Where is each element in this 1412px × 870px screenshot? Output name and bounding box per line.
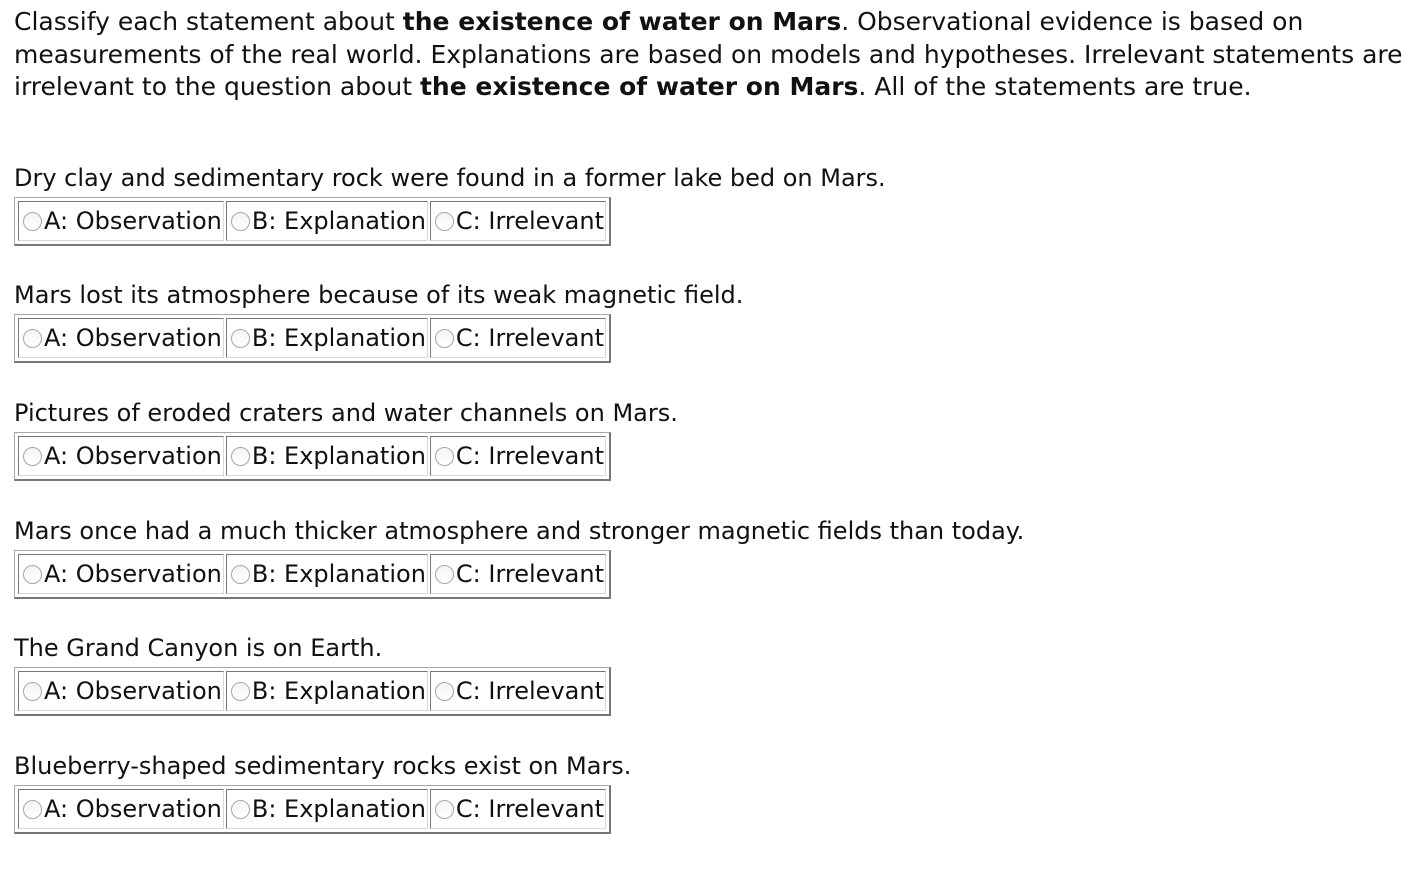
statement-text: Pictures of eroded craters and water channels on Mars.	[14, 399, 678, 427]
choice-group	[14, 197, 611, 246]
instructions-part2: . Observational evidence is based on measurements of the real world. Explanations are based on models and hypotheses. Irrelevant statements are irrelevant to the question about	[14, 7, 1403, 101]
statement-text: Mars once had a much thicker atmosphere and stronger magnetic fields than today.	[14, 517, 1025, 545]
radio-button-icon[interactable]	[435, 565, 454, 584]
option-observation[interactable]	[18, 671, 224, 711]
option-label: C: Irrelevant	[455, 207, 604, 235]
statement-text: Dry clay and sedimentary rock were found in a former lake bed on Mars.	[14, 164, 886, 192]
option-explanation[interactable]	[226, 201, 428, 241]
statement-text: Mars lost its atmosphere because of its weak magnetic field.	[14, 281, 744, 309]
option-label: A: Observation	[44, 207, 222, 235]
option-label: B: Explanation	[251, 560, 426, 588]
statement-text: Blueberry-shaped sedimentary rocks exist on Mars.	[14, 752, 632, 780]
instructions-topic: the existence of water on Mars	[419, 72, 859, 101]
option-label: B: Explanation	[251, 324, 426, 352]
choice-group	[14, 314, 611, 363]
option-observation[interactable]	[18, 318, 224, 358]
radio-button-icon[interactable]	[435, 212, 454, 231]
instructions	[14, 6, 1404, 104]
question-2	[14, 280, 1404, 363]
choice-group	[14, 550, 611, 599]
option-label: C: Irrelevant	[455, 442, 604, 470]
question-5	[14, 633, 1404, 716]
option-observation[interactable]	[18, 554, 224, 594]
radio-button-icon[interactable]	[23, 800, 42, 819]
option-label: C: Irrelevant	[455, 795, 604, 823]
choice-group	[14, 667, 611, 716]
question-4	[14, 516, 1404, 599]
choice-group	[14, 432, 611, 481]
radio-button-icon[interactable]	[231, 329, 250, 348]
question-3	[14, 398, 1404, 481]
option-irrelevant[interactable]	[430, 789, 606, 829]
option-irrelevant[interactable]	[430, 554, 606, 594]
instructions-topic: the existence of water on Mars	[402, 7, 842, 36]
radio-button-icon[interactable]	[435, 329, 454, 348]
option-label: B: Explanation	[251, 795, 426, 823]
option-label: B: Explanation	[251, 442, 426, 470]
option-label: B: Explanation	[251, 207, 426, 235]
radio-button-icon[interactable]	[231, 447, 250, 466]
option-label: A: Observation	[44, 324, 222, 352]
choice-group	[14, 785, 611, 834]
instructions-part1: Classify each statement about	[14, 7, 403, 36]
option-explanation[interactable]	[226, 318, 428, 358]
radio-button-icon[interactable]	[231, 682, 250, 701]
question-6	[14, 751, 1404, 834]
instructions-part3: . All of the statements are true.	[858, 72, 1252, 101]
radio-button-icon[interactable]	[23, 682, 42, 701]
radio-button-icon[interactable]	[231, 800, 250, 819]
option-explanation[interactable]	[226, 436, 428, 476]
option-label: A: Observation	[44, 442, 222, 470]
option-label: C: Irrelevant	[455, 324, 604, 352]
option-irrelevant[interactable]	[430, 671, 606, 711]
option-label: C: Irrelevant	[455, 560, 604, 588]
option-observation[interactable]	[18, 201, 224, 241]
option-irrelevant[interactable]	[430, 318, 606, 358]
option-irrelevant[interactable]	[430, 436, 606, 476]
radio-button-icon[interactable]	[231, 212, 250, 231]
statement-text: The Grand Canyon is on Earth.	[14, 634, 383, 662]
option-explanation[interactable]	[226, 554, 428, 594]
option-label: C: Irrelevant	[455, 677, 604, 705]
radio-button-icon[interactable]	[23, 447, 42, 466]
radio-button-icon[interactable]	[23, 212, 42, 231]
question-1	[14, 163, 1404, 246]
option-label: A: Observation	[44, 795, 222, 823]
option-label: B: Explanation	[251, 677, 426, 705]
radio-button-icon[interactable]	[435, 682, 454, 701]
option-label: A: Observation	[44, 560, 222, 588]
option-observation[interactable]	[18, 789, 224, 829]
radio-button-icon[interactable]	[231, 565, 250, 584]
option-irrelevant[interactable]	[430, 201, 606, 241]
radio-button-icon[interactable]	[23, 565, 42, 584]
option-explanation[interactable]	[226, 671, 428, 711]
radio-button-icon[interactable]	[23, 329, 42, 348]
option-explanation[interactable]	[226, 789, 428, 829]
radio-button-icon[interactable]	[435, 447, 454, 466]
option-label: A: Observation	[44, 677, 222, 705]
radio-button-icon[interactable]	[435, 800, 454, 819]
option-observation[interactable]	[18, 436, 224, 476]
